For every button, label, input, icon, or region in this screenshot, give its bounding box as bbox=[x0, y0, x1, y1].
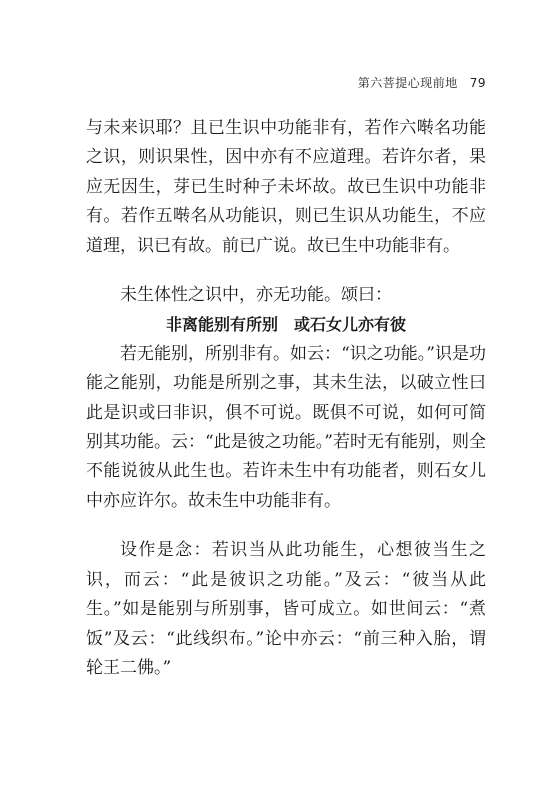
page-body bbox=[86, 114, 486, 683]
chapter-title: 第六菩提心现前地 bbox=[357, 76, 458, 90]
page-number: 79 bbox=[469, 76, 486, 90]
paragraph-gap bbox=[86, 516, 486, 536]
paragraph-2: 未生体性之识中，亦无功能。颂曰： bbox=[120, 285, 392, 306]
verse-line: 非离能别有所别 或石女儿亦有彼 bbox=[165, 315, 406, 335]
paragraph-4: 设作是念：若识当从此功能生，心想彼当生之识，而云：“此是彼识之功能。”及云：“彼当从此生。”如是能别与所别事，皆可成立。如世间云：“煮饭”及云：“此线织布。”论中亦云：“前三种入胎，谓轮王二佛。” bbox=[86, 540, 486, 678]
paragraph-3: 若无能别，所别非有。如云：“识之功能。”识是功能之能别，功能是所别之事，其未生法，以破立性曰此是识或曰非识，俱不可说。既俱不可说，如何可简别其功能。云：“此是彼之功能。”若时无有能别，则全不能说彼从此生也。若许未生中有功能者，则石女儿中亦应许尔。故未生中功能非有。 bbox=[86, 343, 486, 511]
paragraph-1: 与未来识耶？且已生识中功能非有，若作六啭名功能之识，则识果性，因中亦有不应道理。若许尔者，果应无因生，芽已生时种子未坏故。故已生识中功能非有。若作五啭名从功能识，则已生识从功能生，不应道理，识已有故。前已广说。故已生中功能非有。 bbox=[86, 118, 486, 256]
paragraph-gap bbox=[86, 261, 486, 281]
running-header bbox=[358, 74, 486, 91]
